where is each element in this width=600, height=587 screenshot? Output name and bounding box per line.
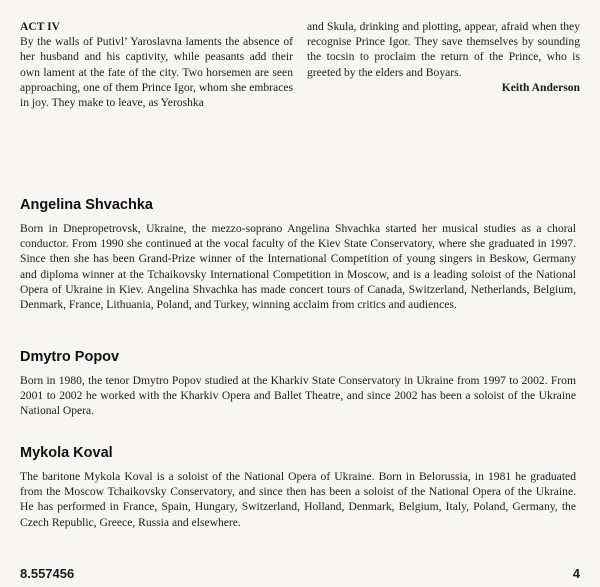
bio-heading: Mykola Koval bbox=[20, 445, 113, 461]
synopsis-text-right: and Skula, drinking and plotting, appear, afraid when they recognise Prince Igor. They save themselves by sounding the tocsin to proclaim the return of the Prince, who is greeted by the elders and Boyars. bbox=[307, 20, 580, 79]
synopsis-act-iv bbox=[20, 19, 580, 110]
bio-angelina-shvachka bbox=[20, 197, 576, 312]
bio-heading: Dmytro Popov bbox=[20, 349, 120, 365]
bio-text: Born in Dnepropetrovsk, Ukraine, the mezzo-soprano Angelina Shvachka started her musical studies as a choral conductor. From 1990 she continued at the vocal faculty of the Kiev State Conservatory, where she graduated in 1997. Since then she has been Grand-Prize winner of the International Competition of young singers in Beskow, Germany and diploma winner at the Tchaikovsky International Competition in Moscow, and is a leading soloist of the National Opera of Ukraine in Kiev. Angelina Shvachka has made concert tours of Canada, Switzerland, Netherlands, Belgium, Denmark, France, Lithuania, Poland, and Turkey, winning acclaim from critics and audiences. bbox=[20, 222, 576, 312]
bio-text: The baritone Mykola Koval is a soloist of the National Opera of Ukraine. Born in Belorussia, in 1981 he graduated from the Moscow Tchaikovsky Conservatory, and since then has been a soloist of the National Opera of the Ukraine. He has performed in France, Spain, Hungary, Switzerland, Holland, Denmark, Belgium, Italy, Poland, Germany, the Czech Republic, Greece, Russia and elsewhere. bbox=[20, 470, 576, 529]
catalog-number: 8.557456 bbox=[20, 566, 75, 581]
bio-mykola-koval bbox=[20, 445, 576, 530]
synopsis-column-right bbox=[307, 19, 580, 110]
bio-heading: Angelina Shvachka bbox=[20, 197, 153, 213]
synopsis-text-left: By the walls of Putivl’ Yaroslavna laments the absence of her husband and his captivity, while peasants add their own lament at the fate of the city. Two horsemen are seen approaching, one of them Prince Igor, whom she embraces in joy. They make to leave, as Yeroshka bbox=[20, 35, 293, 110]
bio-text: Born in 1980, the tenor Dmytro Popov studied at the Kharkiv State Conservatory in Ukraine from 1997 to 2002. From 2001 to 2002 he worked with the Kharkiv Opera and Ballet Theatre, and since 2002 has been a soloist of the Ukraine National Opera. bbox=[20, 374, 576, 418]
act-title: ACT IV bbox=[20, 20, 61, 33]
bio-dmytro-popov bbox=[20, 349, 576, 419]
page-number: 4 bbox=[572, 566, 580, 581]
author-name: Keith Anderson bbox=[501, 80, 580, 94]
synopsis-column-left bbox=[20, 19, 293, 110]
